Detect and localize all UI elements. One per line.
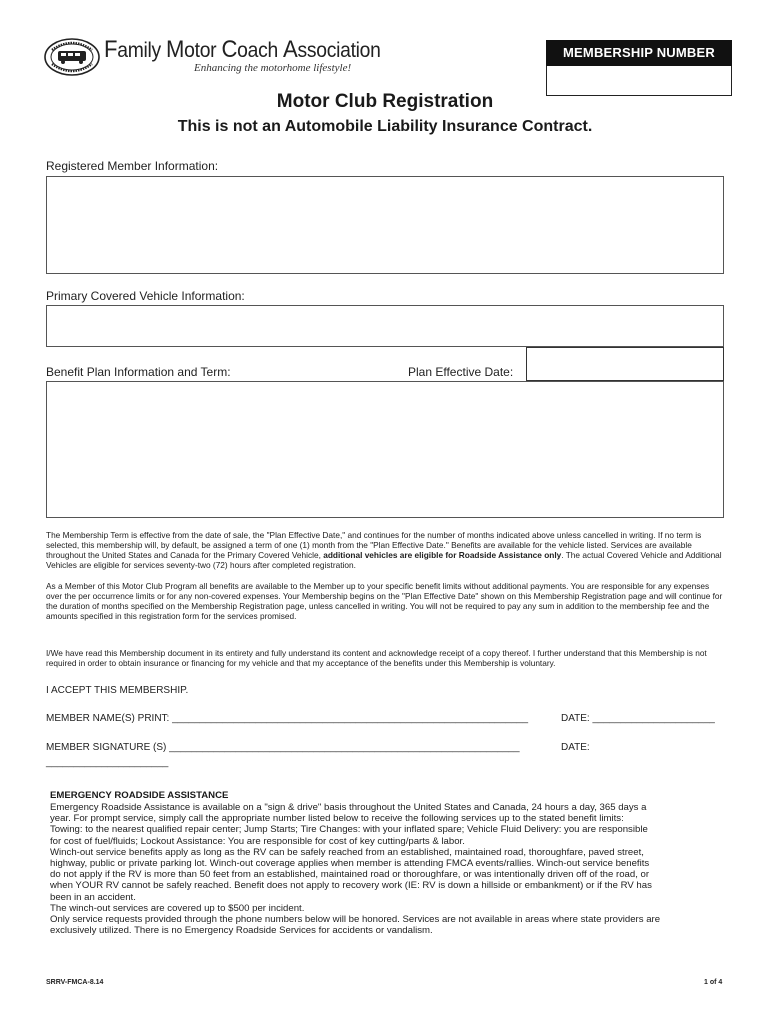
org-name-initial-a: A <box>283 36 298 63</box>
member-benefits-paragraph: As a Member of this Motor Club Program all benefits are available to the Member up to your specific benefit limits without additional payments. You are responsible for any expenses over the per occurrence limits or for any non-covered expenses. Your Membership begins on the "Plan Effective Date" shown on this Membership Registration page and will continue for the duration of months specified on the Membership Registration page, unless cancelled in writing. You will not be required to pay any sum in addition to the membership fee and the amounts specified in this registration form for the services promised. <box>46 581 723 621</box>
primary-vehicle-field[interactable] <box>46 305 724 347</box>
benefit-plan-label: Benefit Plan Information and Term: <box>46 365 231 379</box>
org-name-part: ssociation <box>297 39 381 62</box>
ers-line: Winch-out service benefits apply as long as the RV can be safely reached from an established, maintained road, thoroughfare, paved street, <box>50 846 644 858</box>
plan-effective-date-field[interactable] <box>526 347 724 381</box>
organization-name <box>104 36 381 64</box>
registered-member-label: Registered Member Information: <box>46 159 219 173</box>
terms-text: . The actual Covered Vehicle and Additional Vehicles are eligible for services seventy-two (72) hours after completed registration. <box>46 550 722 570</box>
signature-date-field[interactable]: ______________________ <box>46 757 169 768</box>
org-name-part: oach <box>237 39 284 62</box>
ers-line: The winch-out services are covered up to $500 per incident. <box>50 902 305 914</box>
member-signature-field[interactable]: MEMBER SIGNATURE (S) _______________________________________________________________ <box>46 742 520 753</box>
ers-line: been in an accident. <box>50 891 136 903</box>
plan-effective-date-label: Plan Effective Date: <box>408 365 514 379</box>
ers-line: for cost of fuel/fluids; Lockout Assistance: You are responsible for cost of key cutting/parts & labor. <box>50 835 465 847</box>
emergency-roadside-title: EMERGENCY ROADSIDE ASSISTANCE <box>50 790 229 801</box>
page-title: Motor Club Registration <box>276 91 494 112</box>
fmca-logo-seal-icon <box>44 38 100 76</box>
form-code: SRRV-FMCA-8.14 <box>46 979 104 986</box>
ers-line: Only service requests provided through the phone numbers below will be honored. Services are not available in areas where state providers are <box>50 914 661 926</box>
primary-vehicle-label: Primary Covered Vehicle Information: <box>46 289 245 303</box>
org-name-initial-f: F <box>104 36 118 63</box>
terms-bold-text: additional vehicles are eligible for Roadside Assistance only <box>323 550 562 560</box>
org-name-part: amily <box>117 39 167 62</box>
org-name-initial-c: C <box>221 36 238 63</box>
ers-line: exclusively utilized. There is no Emergency Roadside Services for accidents or vandalism. <box>50 925 433 937</box>
membership-number-label: MEMBERSHIP NUMBER <box>546 40 732 66</box>
member-name-print-field[interactable]: MEMBER NAME(S) PRINT: ________________________________________________________________ <box>46 713 529 724</box>
tagline: Enhancing the motorhome lifestyle! <box>194 62 352 74</box>
ers-line: do not apply if the RV is more than 50 feet from an established, maintained road or thoroughfare, or was intentionally driven off of the road, or <box>50 869 650 881</box>
name-date-field[interactable]: DATE: ______________________ <box>561 713 715 724</box>
ers-line: Towing: to the nearest qualified repair center; Jump Starts; Tire Changes: with your inflated spare; Vehicle Fluid Delivery: you are responsible <box>50 824 648 836</box>
benefit-plan-field[interactable] <box>46 381 724 518</box>
org-name-part: otor <box>184 39 222 62</box>
emergency-roadside-body <box>50 802 730 936</box>
membership-term-paragraph <box>46 530 726 570</box>
ers-line: year. For prompt service, simply call the appropriate number listed below to receive the following services up to the stated benefit limits: <box>50 813 624 825</box>
accept-membership-text: I ACCEPT THIS MEMBERSHIP. <box>46 685 189 696</box>
ers-line: highway, public or private parking lot. Winch-out coverage applies when member is attending FMCA events/rallies. Winch-out service benefits <box>50 858 650 870</box>
ers-line: when YOUR RV cannot be safely reached. Benefit does not apply to recovery work (IE: RV is down a hillside or embankment) or if the RV has <box>50 880 652 892</box>
acknowledgement-paragraph: I/We have read this Membership document in its entirety and fully understand its content and acknowledge receipt of a copy thereof. I further understand that this Membership is not required in order to obtain insurance or financing for my vehicle and that my acceptance of the benefits under this Membership is voluntary. <box>46 648 707 668</box>
signature-date-label: DATE: <box>561 742 590 753</box>
page-subtitle: This is not an Automobile Liability Insurance Contract. <box>177 118 593 135</box>
terms-text: The Membership Term is effective from the date of sale, the "Plan Effective Date," and continues for the number of months indicated above unless cancelled in writing. If no term is selected, this membership will, by default, be assigned a term of one (1) month from the "Plan Effective Date." Benefits are available for the vehicle listed. Services are available throughout the United States and Canada for the Primary Covered Vehicle, <box>46 530 702 560</box>
registered-member-field[interactable] <box>46 176 724 274</box>
page-number: 1 of 4 <box>704 979 723 986</box>
org-name-initial-m: M <box>166 36 185 63</box>
ers-line: Emergency Roadside Assistance is available on a "sign & drive" basis throughout the United States and Canada, 24 hours a day, 365 days a <box>50 802 647 813</box>
